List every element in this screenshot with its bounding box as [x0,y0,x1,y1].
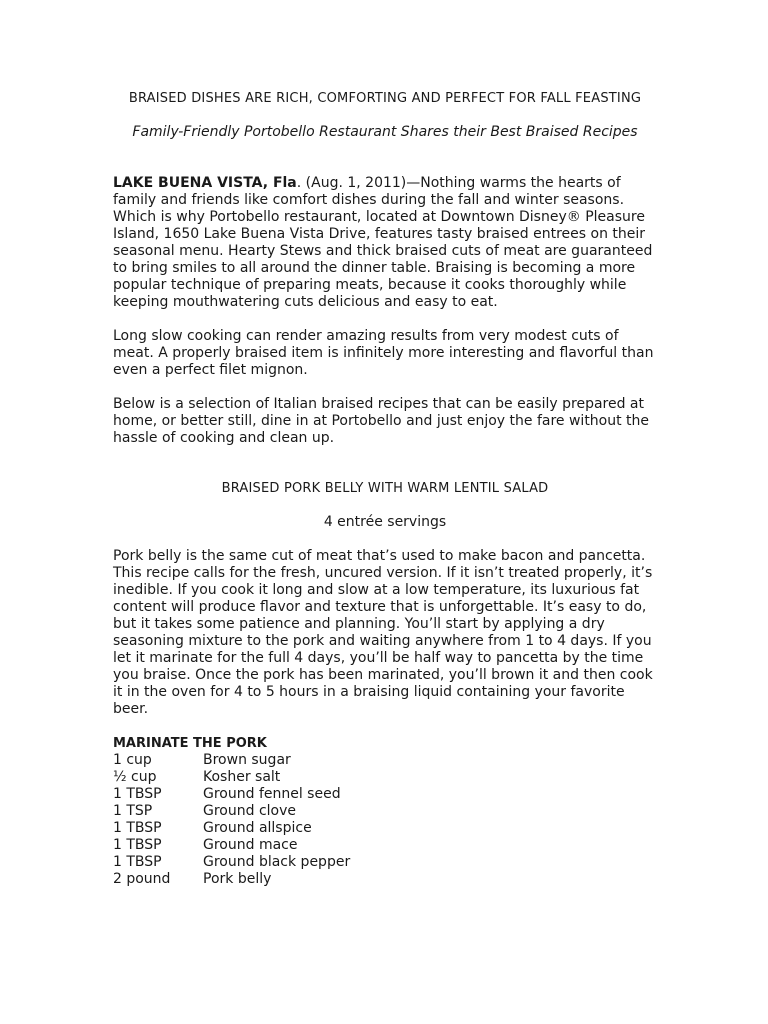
ingredient-row [113,820,657,837]
marinate-heading: MARINATE THE PORK [113,736,267,751]
ingredient-qty: 1 TSP [113,803,153,819]
intro-text: . (Aug. 1, 2011)—Nothing warms the hearts of family and friends like comfort dishes during the fall and winter seasons. Which is why Portobello restaurant, located at Downtown Disney® Pleasure Island, 1650 Lake Buena Vista Drive, features tasty braised entrees on their seasonal menu. Hearty Stews and thick braised cuts of meat are guaranteed to bring smiles to all around the dinner table. Braising is becoming a more popular technique of preparing meats, because it cooks thoroughly while keeping mouthwatering cuts delicious and easy to eat. [113,175,653,310]
ingredient-row [113,786,657,803]
ingredient-name: Ground allspice [203,820,312,836]
recipe-intro: Pork belly is the same cut of meat that’s used to make bacon and pancetta. This recipe calls for the fresh, uncured version. If it isn’t treated properly, it’s inedible. If you cook it long and slow at a low temperature, its luxurious fat content will produce flavor and texture that is unforgettable. It’s easy to do, but it takes some patience and planning. You’ll start by applying a dry seasoning mixture to the pork and waiting anywhere from 1 to 4 days. If you let it marinate for the full 4 days, you’ll be half way to pancetta by the time you braise. Once the pork has been marinated, you’ll brown it and then cook it in the oven for 4 to 5 hours in a braising liquid containing your favorite beer. [113,548,653,717]
headline: BRAISED DISHES ARE RICH, COMFORTING AND PERFECT FOR FALL FEASTING [128,91,642,106]
ingredient-row [113,769,657,786]
ingredient-name: Brown sugar [203,752,291,768]
ingredient-qty: 1 cup [113,752,152,768]
ingredient-name: Kosher salt [203,769,281,785]
ingredient-qty: 1 TBSP [113,820,162,836]
ingredient-row [113,803,657,820]
subheadline: Family-Friendly Portobello Restaurant Shares their Best Braised Recipes [132,124,638,140]
paragraph-3: Below is a selection of Italian braised recipes that can be easily prepared at home, or better still, dine in at Portobello and just enjoy the fare without the hassle of cooking and clean up. [113,396,650,446]
paragraph-2: Long slow cooking can render amazing results from very modest cuts of meat. A properly braised item is infinitely more interesting and flavorful than even a perfect filet mignon. [113,328,654,378]
ingredient-qty: 2 pound [113,871,171,887]
recipe-title: BRAISED PORK BELLY WITH WARM LENTIL SALAD [221,481,549,496]
ingredient-row [113,854,657,871]
ingredient-qty: ½ cup [113,769,157,785]
intro-paragraph [113,175,657,311]
ingredient-qty: 1 TBSP [113,837,162,853]
ingredient-qty: 1 TBSP [113,786,162,802]
ingredient-row [113,752,657,769]
ingredient-name: Pork belly [203,871,272,887]
ingredient-name: Ground black pepper [203,854,351,870]
ingredient-name: Ground mace [203,837,298,853]
ingredient-row [113,837,657,854]
servings: 4 entrée servings [323,514,447,530]
ingredient-name: Ground fennel seed [203,786,341,802]
ingredient-list [113,752,657,888]
ingredient-qty: 1 TBSP [113,854,162,870]
ingredient-row [113,871,657,888]
ingredient-name: Ground clove [203,803,296,819]
document-page [113,90,657,888]
dateline: LAKE BUENA VISTA, Fla [113,175,297,191]
